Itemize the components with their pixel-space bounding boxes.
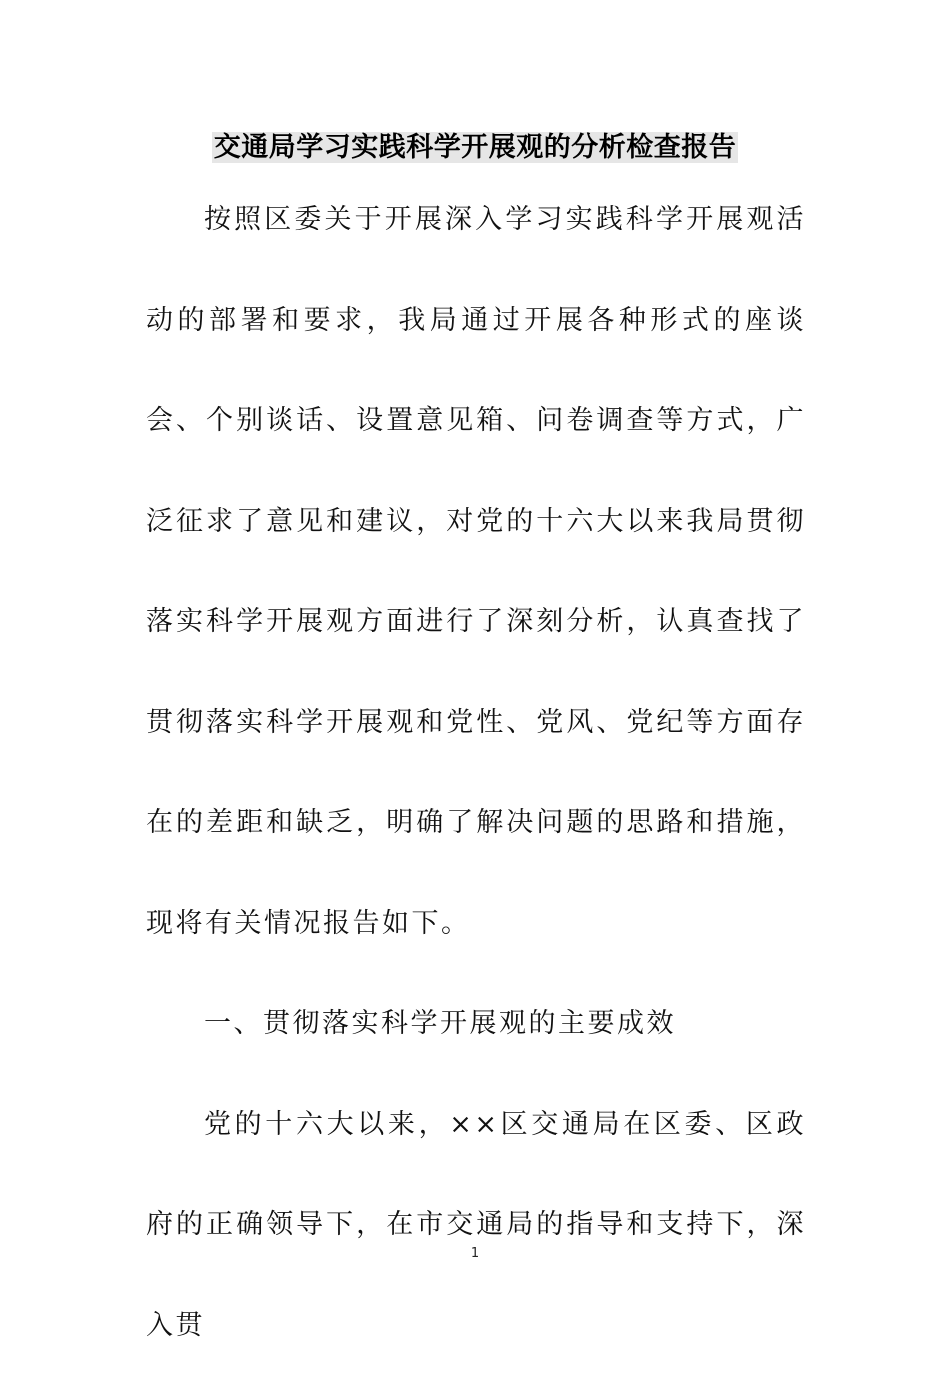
paragraph-section-one: 党的十六大以来，××区交通局在区委、区政府的正确领导下，在市交通局的指导和支持下，深入贯 [146,1075,806,1376]
document-title-text: 交通局学习实践科学开展观的分析检查报告 [212,132,739,163]
page-number: 1 [0,1246,950,1261]
paragraph-intro: 按照区委关于开展深入学习实践科学开展观活动的部署和要求，我局通过开展各种形式的座谈会、个别谈话、设置意见箱、问卷调查等方式，广泛征求了意见和建议，对党的十六大以来我局贯彻落实科学开展观方面进行了深刻分析，认真查找了贯彻落实科学开展观和党性、党风、党纪等方面存在的差距和缺乏，明确了解决问题的思路和措施，现将有关情况报告如下。 [146,170,806,974]
document-title [0,128,950,168]
document-body [146,170,806,1376]
section-heading: 一、贯彻落实科学开展观的主要成效 [146,974,806,1075]
